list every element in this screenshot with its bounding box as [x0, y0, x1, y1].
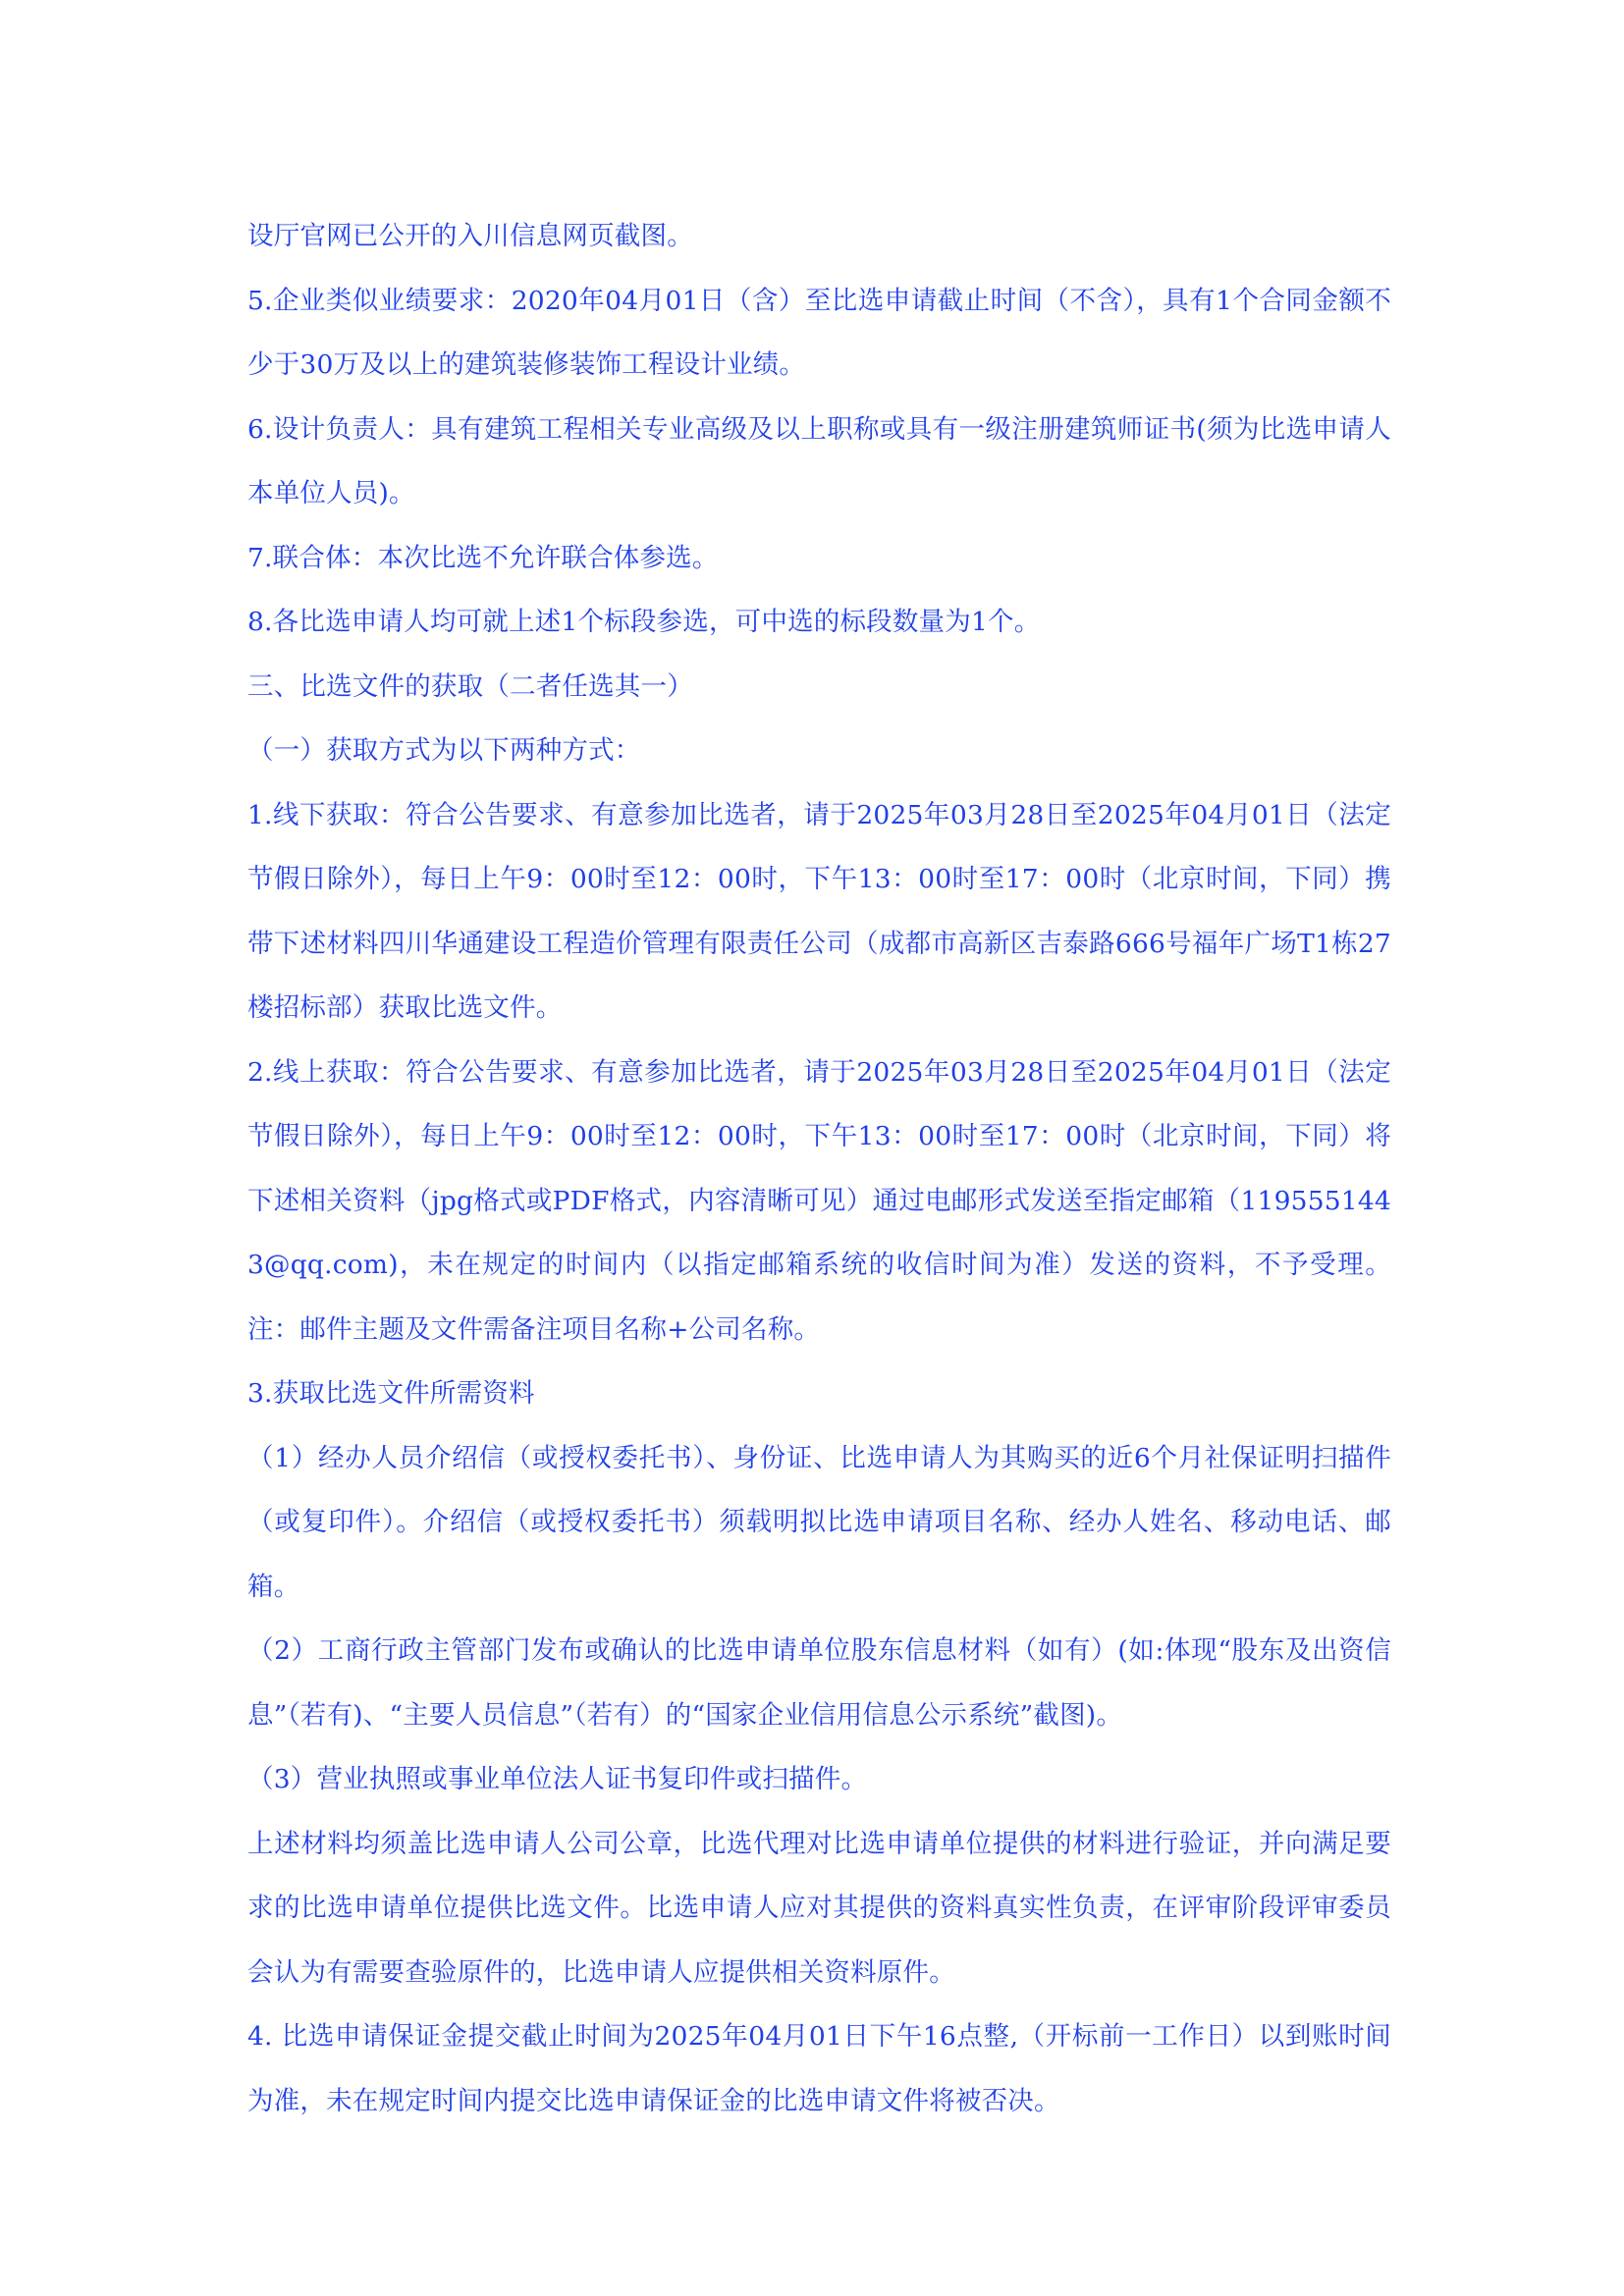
paragraph-seal-requirement: 上述材料均须盖比选申请人公司公章，比选代理对比选申请单位提供的材料进行验证，并向满足要求的比选申请单位提供比选文件。比选申请人应对其提供的资料真实性负责，在评审阶段评审委员会认为有需要查验原件的，比选申请人应提供相关资料原件。: [247, 1828, 1391, 1988]
paragraph-consortium: 7.联合体：本次比选不允许联合体参选。: [247, 542, 719, 573]
paragraph-deposit-deadline: 4. 比选申请保证金提交截止时间为2025年04月01日下午16点整,（开标前一工作日）以到账时间为准，未在规定时间内提交比选申请保证金的比选申请文件将被否决。: [247, 2021, 1391, 2116]
paragraph-performance-requirement: 5.企业类似业绩要求：2020年04月01日（含）至比选申请截止时间（不含），具有1个合同金额不少于30万及以上的建筑装修装饰工程设计业绩。: [247, 285, 1391, 380]
paragraph-required-materials-heading: 3.获取比选文件所需资料: [247, 1378, 535, 1409]
list-item-material-1: （1）经办人员介绍信（或授权委托书）、身份证、比选申请人为其购买的近6个月社保证明扫描件（或复印件）。介绍信（或授权委托书）须载明拟比选申请项目名称、经办人姓名、移动电话、邮箱。: [247, 1442, 1391, 1602]
paragraph-offline-obtain: 1.线下获取：符合公告要求、有意参加比选者，请于2025年03月28日至2025年04月01日（法定节假日除外），每日上午9：00时至12：00时，下午13：00时至17：00时（北京时间，下同）携带下述材料四川华通建设工程造价管理有限责任公司（成都市高新区吉泰路666号福年广场T1栋27楼招标部）获取比选文件。: [247, 799, 1391, 1023]
list-item-material-2: （2）工商行政主管部门发布或确认的比选申请单位股东信息材料（如有）(如:体现“股东及出资信息”（若有)、“主要人员信息”（若有）的“国家企业信用信息公示系统”截图)。: [247, 1635, 1391, 1731]
paragraph-continuation: 设厅官网已公开的入川信息网页截图。: [247, 221, 693, 251]
paragraph-lot-count: 8.各比选申请人均可就上述1个标段参选，可中选的标段数量为1个。: [247, 607, 1041, 637]
section-heading-obtain-documents: 三、比选文件的获取（二者任选其一）: [247, 670, 693, 702]
paragraph-online-obtain: 2.线上获取：符合公告要求、有意参加比选者，请于2025年03月28日至2025年04月01日（法定节假日除外），每日上午9：00时至12：00时，下午13：00时至17：00时（北京时间，下同）将下述相关资料（jpg格式或PDF格式，内容清晰可见）通过电邮形式发送至指定邮箱（1195551443@qq.com)，未在规定的时间内（以指定邮箱系统的收信时间为准）发送的资料，不予受理。注：邮件主题及文件需备注项目名称+公司名称。: [247, 1056, 1391, 1345]
subsection-heading-methods: （一）获取方式为以下两种方式：: [247, 735, 641, 766]
paragraph-design-lead: 6.设计负责人：具有建筑工程相关专业高级及以上职称或具有一级注册建筑师证书(须为比选申请人本单位人员)。: [247, 413, 1391, 508]
document-body: [247, 204, 1391, 2133]
list-item-material-3: （3）营业执照或事业单位法人证书复印件或扫描件。: [247, 1764, 868, 1794]
